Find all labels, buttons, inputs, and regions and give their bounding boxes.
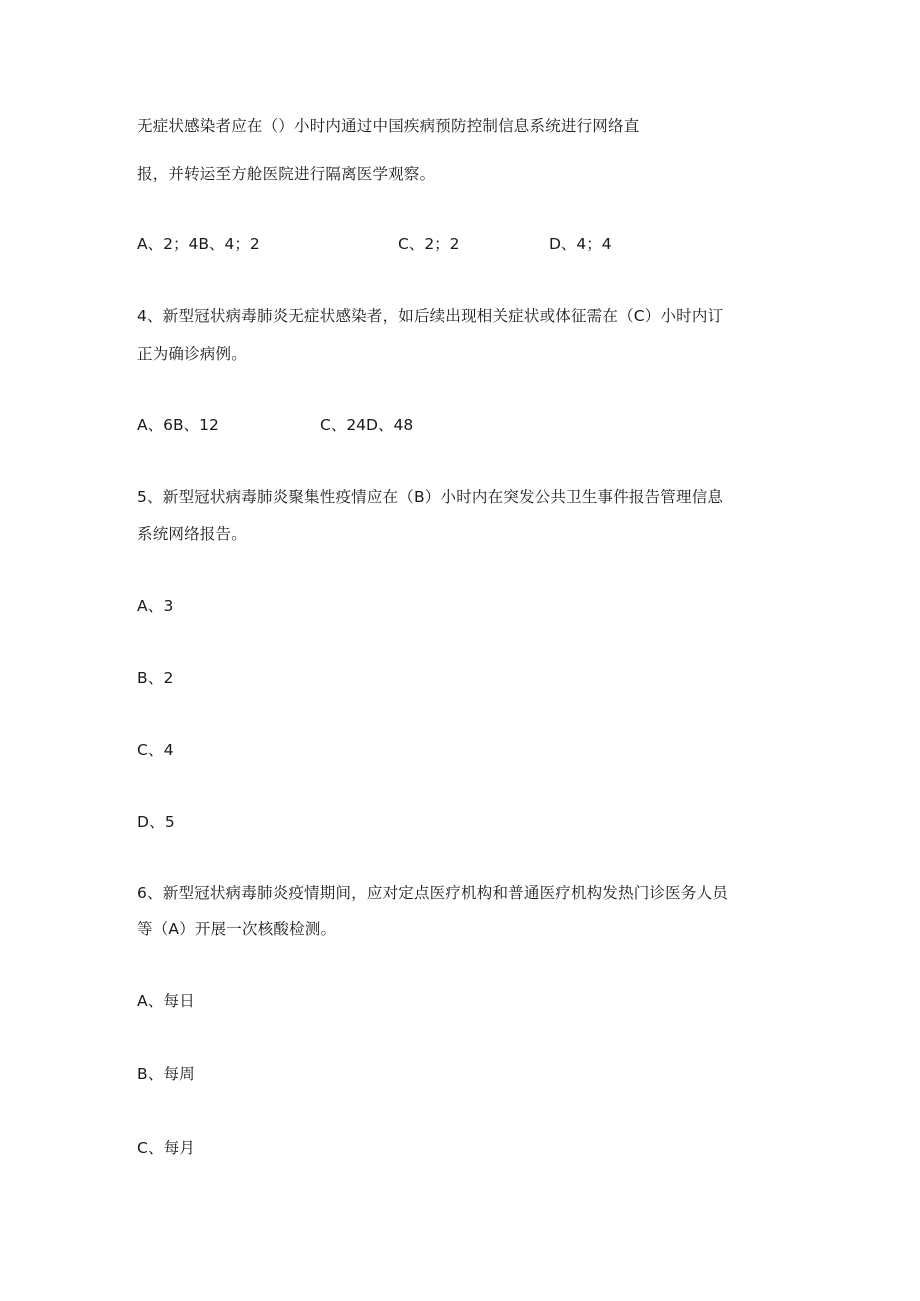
question-6-stem-line-1: 6、新型冠状病毒肺炎疫情期间，应对定点医疗机构和普通医疗机构发热门诊医务人员	[137, 884, 728, 902]
question-3-option-ab: A、2；4B、4；2	[137, 235, 260, 253]
question-3-option-d: D、4；4	[549, 235, 612, 253]
question-5-option-a: A、3	[137, 597, 174, 615]
question-4-stem-line-1: 4、新型冠状病毒肺炎无症状感染者，如后续出现相关症状或体征需在（C）小时内订	[137, 307, 724, 325]
question-6-option-b: B、每周	[137, 1065, 195, 1083]
question-3-stem-line-1: 无症状感染者应在（）小时内通过中国疾病预防控制信息系统进行网络直	[137, 117, 640, 135]
question-4-option-cd: C、24D、48	[320, 416, 414, 434]
question-4-stem-line-2: 正为确诊病例。	[137, 345, 247, 363]
question-4-option-ab: A、6B、12	[137, 416, 219, 434]
question-5-option-c: C、4	[137, 741, 174, 759]
question-5-stem-line-2: 系统网络报告。	[137, 525, 247, 543]
question-6-stem-line-2: 等（A）开展一次核酸检测。	[137, 920, 337, 938]
question-3-stem-line-2: 报，并转运至方舱医院进行隔离医学观察。	[137, 165, 436, 183]
question-5-stem-line-1: 5、新型冠状病毒肺炎聚集性疫情应在（B）小时内在突发公共卫生事件报告管理信息	[137, 488, 724, 506]
question-5-option-b: B、2	[137, 669, 174, 687]
question-5-option-d: D、5	[137, 813, 175, 831]
question-3-option-c: C、2；2	[398, 235, 460, 253]
question-6-option-a: A、每日	[137, 992, 195, 1010]
question-6-option-c: C、每月	[137, 1139, 196, 1157]
